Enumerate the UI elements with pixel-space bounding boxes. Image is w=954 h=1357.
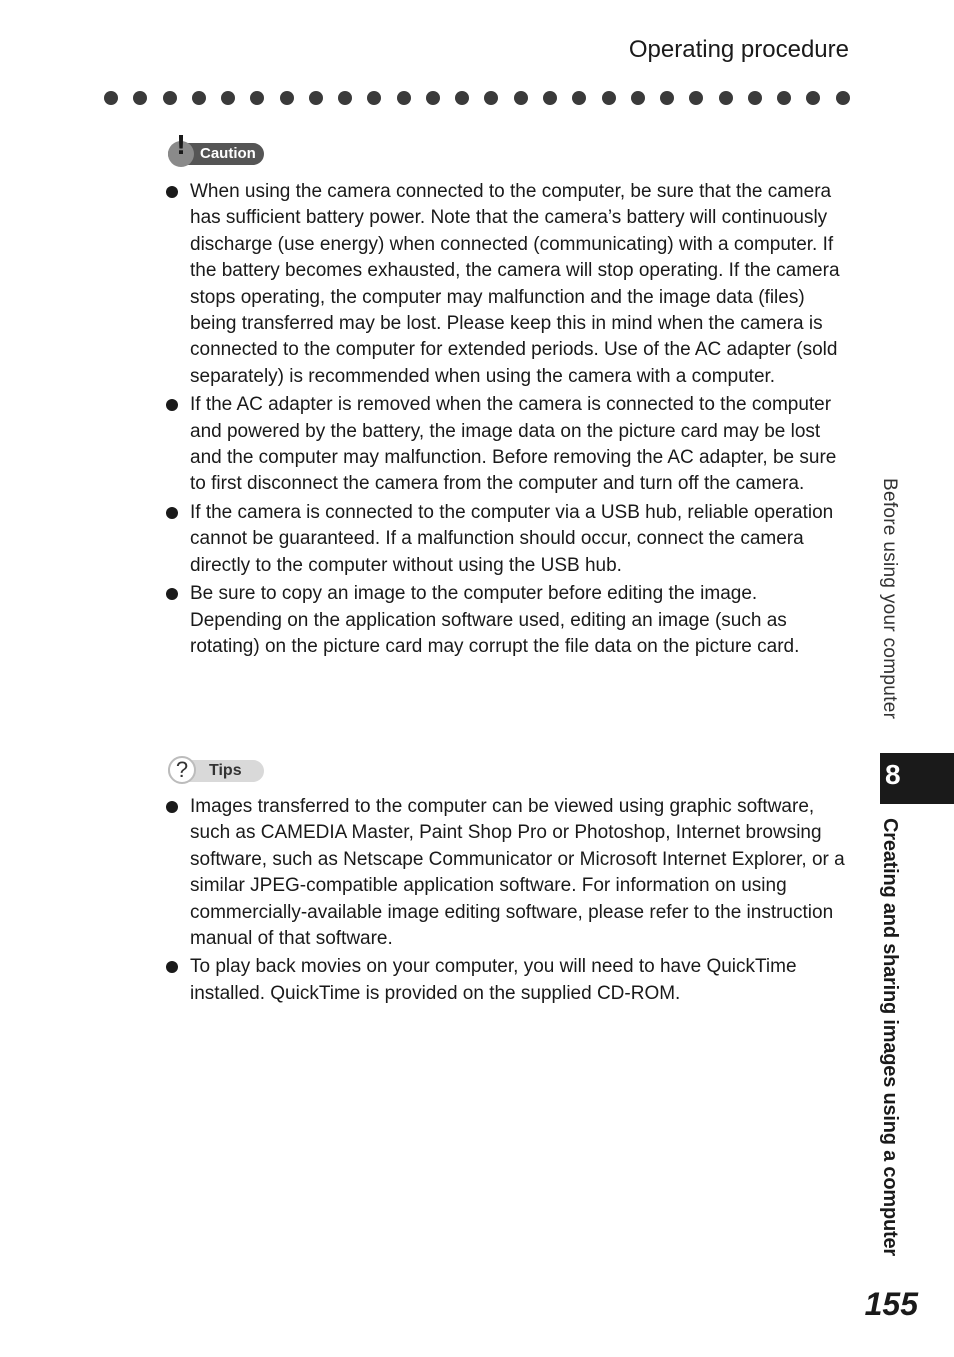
divider-dot xyxy=(221,91,235,105)
list-item: Images transferred to the computer can be viewed using graphic software, such as CAMEDIA Master, Paint Shop Pro or Photoshop, Internet browsing software, such as Netscape Communicator or Microsoft Internet Explorer, or a similar JPEG-compatible application software. For information on using commercially-available image editing software, please refer to the instruction manual of that software. xyxy=(166,794,850,952)
section-side-label: Before using your computer xyxy=(879,478,900,720)
bullet-icon xyxy=(166,588,178,600)
page-header-title: Operating procedure xyxy=(628,36,849,63)
chapter-number: 8 xyxy=(885,759,901,790)
divider-dot xyxy=(748,91,762,105)
bullet-icon xyxy=(166,801,178,813)
exclamation-icon: ! xyxy=(168,141,194,167)
question-icon: ? xyxy=(168,756,196,784)
list-item: If the AC adapter is removed when the camera is connected to the computer and powered by the battery, the image data on the picture card may be lost and the computer may malfunction. Before removing the AC adapter, be sure to first disconnect the camera from the computer and turn off the camera. xyxy=(166,392,850,498)
bullet-icon xyxy=(166,507,178,519)
divider-dot xyxy=(689,91,703,105)
tips-badge-label: Tips xyxy=(209,762,242,779)
divider-dot xyxy=(426,91,440,105)
list-item: When using the camera connected to the computer, be sure that the camera has sufficient battery power. Note that the camera’s battery will continuously discharge (use energy) when connected (communicating) with a computer. If the battery becomes exhausted, the camera will stop operating. If the camera stops operating, the computer may malfunction and the image data (files) being transferred may be lost. Please keep this in mind when the camera is connected to the computer for extended periods. Use of the AC adapter (sold separately) is recommended when using the camera with a computer. xyxy=(166,179,850,390)
caution-list xyxy=(166,179,850,662)
divider-dot xyxy=(280,91,294,105)
divider-dot xyxy=(631,91,645,105)
bullet-icon xyxy=(166,186,178,198)
bullet-icon xyxy=(166,399,178,411)
divider-dot xyxy=(367,91,381,105)
bullet-icon xyxy=(166,961,178,973)
divider-dot xyxy=(250,91,264,105)
divider-dot xyxy=(163,91,177,105)
divider-dot xyxy=(660,91,674,105)
list-item: If the camera is connected to the computer via a USB hub, reliable operation cannot be guaranteed. If a malfunction should occur, connect the camera directly to the computer without using the USB hub. xyxy=(166,500,850,579)
tips-badge xyxy=(168,758,264,784)
divider-dot xyxy=(543,91,557,105)
divider-dot xyxy=(777,91,791,105)
divider-dot xyxy=(455,91,469,105)
divider-dot xyxy=(602,91,616,105)
page-number: 155 xyxy=(864,1286,918,1322)
tips-list xyxy=(166,794,850,1009)
caution-badge xyxy=(168,129,264,167)
divider-dot xyxy=(309,91,323,105)
divider-dot xyxy=(572,91,586,105)
list-item: Be sure to copy an image to the computer before editing the image. Depending on the application software used, editing an image (such as rotating) on the picture card may corrupt the file data on the picture card. xyxy=(166,581,850,660)
divider-dot xyxy=(836,91,850,105)
divider-dot xyxy=(397,91,411,105)
dotted-divider xyxy=(104,90,850,106)
chapter-tab xyxy=(880,753,954,804)
chapter-title: Creating and sharing images using a computer xyxy=(879,818,901,1256)
caution-badge-label: Caution xyxy=(200,145,256,162)
list-item: To play back movies on your computer, you will need to have QuickTime installed. QuickTime is provided on the supplied CD-ROM. xyxy=(166,954,850,1007)
divider-dot xyxy=(806,91,820,105)
divider-dot xyxy=(104,91,118,105)
divider-dot xyxy=(719,91,733,105)
divider-dot xyxy=(338,91,352,105)
divider-dot xyxy=(514,91,528,105)
divider-dot xyxy=(192,91,206,105)
divider-dot xyxy=(484,91,498,105)
divider-dot xyxy=(133,91,147,105)
